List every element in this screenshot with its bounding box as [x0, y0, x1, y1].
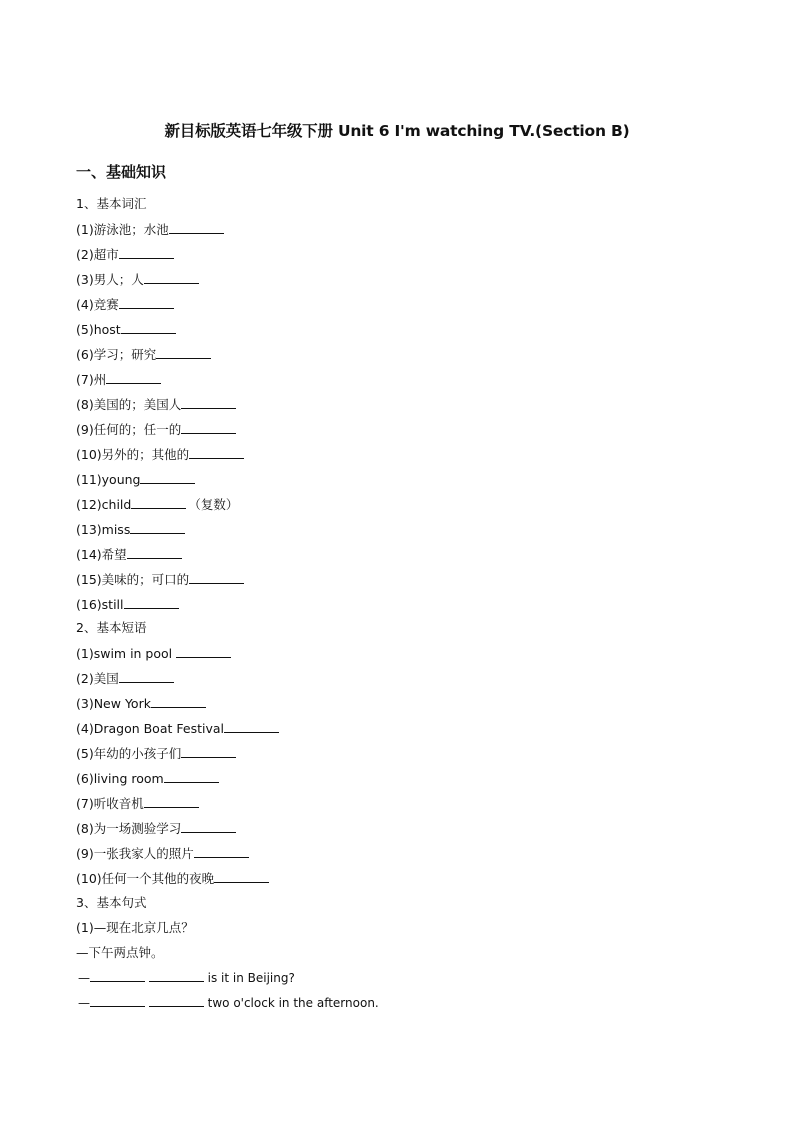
- answer-blank[interactable]: [121, 321, 176, 334]
- phrase-item: [76, 795, 199, 812]
- answer-blank[interactable]: [156, 346, 211, 359]
- vocabulary-item: [76, 246, 174, 263]
- vocabulary-item: [76, 471, 195, 488]
- part2-heading: 2、基本短语: [76, 620, 147, 635]
- answer-blank[interactable]: [214, 870, 269, 883]
- item-prompt: (12)child: [76, 497, 132, 512]
- answer-blank[interactable]: [149, 969, 204, 982]
- answer-blank[interactable]: [181, 745, 236, 758]
- answer-blank[interactable]: [189, 446, 244, 459]
- page-title: 新目标版英语七年级下册 Unit 6 I'm watching TV.(Section B): [164, 122, 630, 140]
- item-prompt: (7)州: [76, 372, 107, 387]
- answer-blank[interactable]: [224, 720, 279, 733]
- fill-sentence-2: [78, 994, 379, 1011]
- sentence-text: is it in Beijing?: [203, 971, 295, 985]
- item-prompt: (6)living room: [76, 771, 164, 786]
- item-prompt: (2)超市: [76, 247, 119, 262]
- vocabulary-item: [76, 271, 199, 288]
- answer-blank[interactable]: [164, 770, 219, 783]
- phrase-item: [76, 670, 174, 687]
- answer-blank[interactable]: [127, 546, 182, 559]
- answer-blank[interactable]: [119, 296, 174, 309]
- item-prompt: (5)host: [76, 322, 121, 337]
- item-prompt: (3)男人；人: [76, 272, 144, 287]
- item-prompt: (8)美国的；美国人: [76, 397, 182, 412]
- answer-blank[interactable]: [90, 994, 145, 1007]
- answer-blank[interactable]: [119, 246, 174, 259]
- answer-blank[interactable]: [149, 994, 204, 1007]
- vocabulary-item: [76, 346, 211, 363]
- part3-heading: 3、基本句式: [76, 895, 147, 910]
- item-prompt: (14)希望: [76, 547, 127, 562]
- item-prompt: (4)Dragon Boat Festival: [76, 721, 224, 736]
- answer-blank[interactable]: [131, 496, 186, 509]
- answer-blank[interactable]: [189, 571, 244, 584]
- phrase-item: [76, 720, 279, 737]
- vocabulary-item: [76, 321, 176, 338]
- vocabulary-item: [76, 521, 185, 538]
- item-prompt: (16)still: [76, 597, 124, 612]
- answer-blank[interactable]: [130, 521, 185, 534]
- vocabulary-item: [76, 571, 244, 588]
- item-prompt: (7)听收音机: [76, 796, 144, 811]
- phrase-item: [76, 820, 236, 837]
- item-prompt: (10)任何一个其他的夜晚: [76, 871, 215, 886]
- item-prompt: (3)New York: [76, 696, 151, 711]
- answer-blank[interactable]: [176, 645, 231, 658]
- phrase-item: [76, 845, 249, 862]
- answer-line: —下午两点钟。: [76, 945, 164, 960]
- answer-blank[interactable]: [169, 221, 224, 234]
- answer-blank[interactable]: [124, 596, 179, 609]
- item-prompt: (9)一张我家人的照片: [76, 846, 194, 861]
- phrase-item: [76, 695, 206, 712]
- item-prompt: (1)游泳池；水池: [76, 222, 169, 237]
- item-prompt: (2)美国: [76, 671, 119, 686]
- answer-blank[interactable]: [181, 421, 236, 434]
- answer-blank[interactable]: [140, 471, 195, 484]
- vocabulary-item: [76, 221, 224, 238]
- answer-blank[interactable]: [151, 695, 206, 708]
- item-prompt: (10)另外的；其他的: [76, 447, 190, 462]
- dash-mark: —: [78, 971, 90, 985]
- answer-blank[interactable]: [181, 396, 236, 409]
- item-prompt: (11)young: [76, 472, 141, 487]
- sentence-text: two o'clock in the afternoon.: [203, 996, 379, 1010]
- item-prompt: (5)年幼的小孩子们: [76, 746, 182, 761]
- part1-heading: 1、基本词汇: [76, 196, 147, 211]
- item-note: （复数）: [188, 497, 239, 512]
- item-prompt: (9)任何的；任一的: [76, 422, 182, 437]
- phrase-item: [76, 745, 236, 762]
- section-heading: 一、基础知识: [76, 163, 167, 181]
- answer-blank[interactable]: [194, 845, 249, 858]
- vocabulary-item: [76, 496, 238, 513]
- dash-mark: —: [78, 996, 90, 1010]
- answer-blank[interactable]: [181, 820, 236, 833]
- item-prompt: (6)学习；研究: [76, 347, 157, 362]
- item-prompt: (4)竞赛: [76, 297, 119, 312]
- item-prompt: (13)miss: [76, 522, 131, 537]
- answer-blank[interactable]: [90, 969, 145, 982]
- vocabulary-item: [76, 421, 236, 438]
- answer-blank[interactable]: [119, 670, 174, 683]
- answer-blank[interactable]: [144, 271, 199, 284]
- vocabulary-item: [76, 296, 174, 313]
- item-prompt: (8)为一场测验学习: [76, 821, 182, 836]
- vocabulary-item: [76, 396, 236, 413]
- phrase-item: [76, 870, 269, 887]
- item-prompt: (1)swim in pool: [76, 646, 177, 661]
- phrase-item: [76, 645, 231, 662]
- vocabulary-item: [76, 446, 244, 463]
- question-line: (1)—现在北京几点？: [76, 920, 194, 935]
- vocabulary-item: [76, 596, 179, 613]
- item-prompt: (15)美味的；可口的: [76, 572, 190, 587]
- phrase-item: [76, 770, 219, 787]
- fill-sentence-1: [78, 969, 295, 986]
- vocabulary-item: [76, 371, 161, 388]
- answer-blank[interactable]: [106, 371, 161, 384]
- vocabulary-item: [76, 546, 182, 563]
- answer-blank[interactable]: [144, 795, 199, 808]
